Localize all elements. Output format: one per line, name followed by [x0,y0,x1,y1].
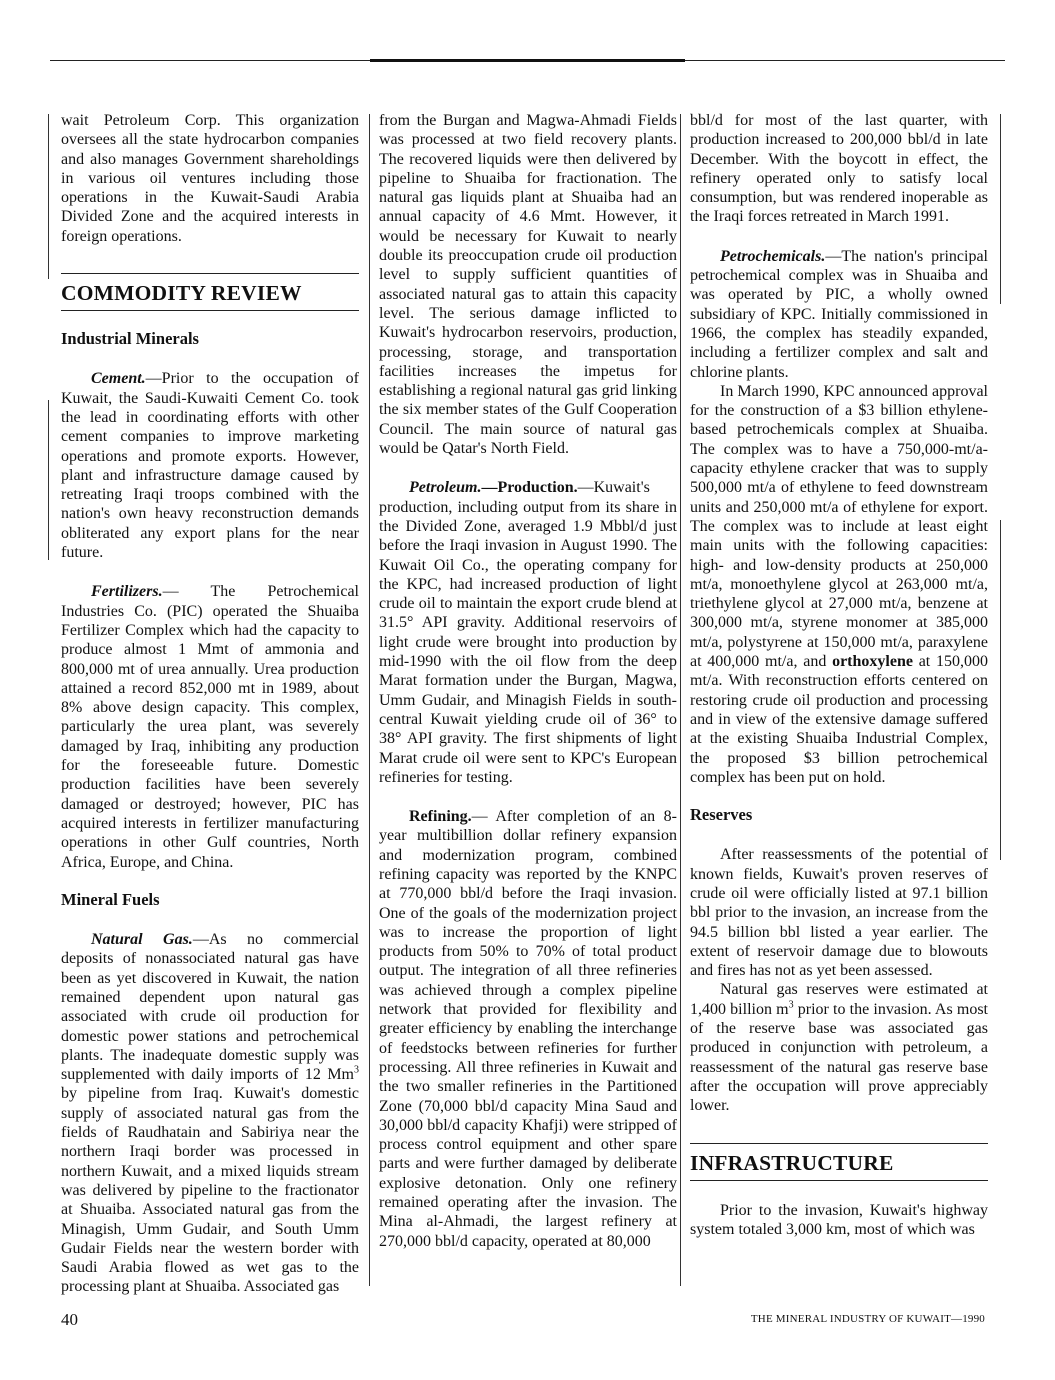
paragraph-petrochemicals [690,247,988,382]
column-3 [690,111,988,1239]
column-rule-3 [680,114,681,1286]
column-2 [379,111,677,1251]
paragraph-infrastructure: Prior to the invasion, Kuwait's highway system totaled 3,000 km, most of which was [690,1201,988,1238]
paragraph-text: — After completion of an 8-year multibillion dollar refinery expansion and modernization program, combined refining capacity was reported by the KNPC at 770,000 bbl/d before the Iraqi invasion. One of the goals of the modernization project was to increase the proportion of light products from 50% to 70% of total product output. The integration of all three refineries was achieved through a complex pipeline network that provided for flexibility and greater efficiency by enabling the interchange of feedstocks between refineries for further processing. All three refineries in Kuwait and the two smaller refineries in the Partitioned Zone (70,000 bbl/d capacity Mina Saud and 30,000 bbl/d capacity Khafji) were stripped of process control equipment and other spare parts and were further damaged by deliberate explosive detonation. Only one refinery remained operating after the invasion. The Mina al-Ahmadi, the largest refinery at 270,000 bbl/d capacity, operated at 80,000 [379,808,677,1250]
superscript: 3 [788,999,794,1011]
paragraph-natural-gas [61,930,359,1297]
subheading-reserves: Reserves [690,805,753,825]
paragraph-march-1990 [690,382,988,787]
paragraph-text: at 150,000 mt/a. With reconstruction efforts centered on restoring crude oil production and processing and in view of the extensive damage suffered at the existing Shuaiba Industrial Complex, the proposed $3 billion petrochemical complex has been put on hold. [690,653,988,786]
running-footer-title: THE MINERAL INDUSTRY OF KUWAIT—1990 [750,1313,985,1325]
section-title-infrastructure: INFRASTRUCTURE [690,1143,988,1181]
column-1 [61,111,359,1297]
paragraph-text: —Kuwait's production, including output from its share in the Divided Zone, averaged 1.9 Mbbl/d just before the Iraqi invasion in August 1990. The Kuwait Oil Co., the operating company for the KPC, had increased production of light crude oil to maintain the export crude blend at 31.5° API gravity. Additional reservoirs of light crude were brought into production by mid-1990 with the oil flow from the deep Marat formation under the Burgan, Magwa, Umm Gudair, and Minagish Fields in south-central Kuwait yielding crude oil of 36° to 38° API gravity. The first shipments of light Marat crude oil were sent to KPC's European refineries for testing. [379,479,677,786]
paragraph-text: —As no commercial deposits of nonassociated natural gas have been as yet discovered in Kuwait, the nation remained dependent upon natural gas associated with crude oil production for domestic power stations and petrochemical plants. The inadequate domestic supply was supplemented with daily imports of 12 Mm [61,931,360,1084]
paragraph-text: —The nation's principal petrochemical complex was in Shuaiba and was operated by PIC, a wholly owned subsidiary of KPC. Initially commissioned in 1966, the complex has steadily expanded, including a fertilizer complex and salt and chlorine plants. [690,247,988,381]
paragraph-fertilizers [61,582,359,871]
run-in-heading-petroleum: Petroleum. [409,479,482,497]
paragraph-petroleum [379,478,677,787]
paragraph-reserves-crude: After reassessments of the potential of known fields, Kuwait's proven reserves of crude oil were officially listed at 97.1 billion bbl prior to the invasion, an increase from the 94.5 billion bbl listed a year earlier. The extent of reservoir damage due to blowouts and fires has not as yet been assessed. [690,846,988,980]
run-in-heading-refining: Refining. [409,808,472,826]
paragraph-reserves-gas [690,980,988,1115]
paragraph-cement [61,369,359,562]
column-rule-right [1000,114,1001,304]
run-in-heading-cement: Cement. [91,370,146,388]
paragraph-refining [379,807,677,1251]
paragraph-text: prior to the invasion. As most of the reserve base was associated gas produced in conjunction with petroleum, a reassessment of the natural gas reserve base after the occupation will prove appreciably lower. [690,1000,988,1115]
paragraph-text: Natural gas reserves were estimated at 1,400 billion m [690,981,988,1018]
run-in-heading-natural-gas: Natural Gas. [91,931,193,949]
bold-term: orthoxylene [832,653,913,671]
header-rule-accent [370,59,685,62]
page-number: 40 [61,1310,78,1329]
section-title-commodity-review: COMMODITY REVIEW [61,273,359,311]
column-rule-right-lower [1000,520,1001,860]
subheading-mineral-fuels: Mineral Fuels [61,889,160,909]
subheading-industrial-minerals: Industrial Minerals [61,329,199,349]
run-in-heading-fertilizers: Fertilizers. [91,583,163,601]
run-in-subheading-production: —Production. [481,479,578,497]
paragraph-text: —Prior to the occupation of Kuwait, the Saudi-Kuwaiti Cement Co. took the lead in coordinating efforts with other cement companies to improve marketing operations and promote exports. However, plant and infrastructure damage caused by retreating Iraqi troops combined with the nation's own heavy reconstruction demands obliterated any export plans for the near future. [61,370,359,562]
superscript: 3 [354,1064,359,1076]
paragraph-text: — The Petrochemical Industries Co. (PIC) operated the Shuaiba Fertilizer Complex which had the capacity to produce almost 1 Mmt of ammonia and 800,000 mt of urea annually. Urea production attained a record 852,000 mt in 1989, about 8% above design capacity. This complex, particularly the urea plant, was severely damaged by Iraq, inhibiting any production for the foreseeable future. Domestic production facilities have been severely damaged or destroyed; however, PIC has acquired interests in fertilizer manufacturing operations in other Gulf countries, North Africa, Europe, and China. [61,583,359,871]
column-rule-left [48,114,49,279]
paragraph: bbl/d for most of the last quarter, with production increased to 200,000 bbl/d in late December. With the boycott in effect, the refinery operated only to satisfy local consumption, but was rendered inoperable as the Iraqi forces retreated in March 1991. [690,112,988,226]
run-in-heading-petrochemicals: Petrochemicals. [720,247,826,265]
column-rule-2 [369,114,370,1286]
paragraph-text: In March 1990, KPC announced approval for the construction of a $3 billion ethylene-based petrochemicals complex at Shuaiba. The complex was to have a 750,000-mt/a-capacity ethylene cracker that was to supply 500,000 mt/a of ethylene to feed downstream units and 250,000 mt/a of ethylene for export. The complex was to include at least eight main units with the following capacities: high- and low-density products at 250,000 mt/a, monoethylene glycol at 263,000 mt/a, triethylene glycol at 27,000 mt/a, benzene at 300,000 mt/a, styrene monomer at 385,000 mt/a, polystyrene at 150,000 mt/a, paraxylene at 400,000 mt/a, and [690,382,988,671]
paragraph-text: by pipeline from Iraq. Kuwait's domestic supply of associated natural gas from the fields of Raudhatain and Sabiriya near the northern Iraqi border was processed in northern Kuwait, and a mixed liquids stream was delivered by pipeline to the fractionator at Shuaiba. Associated natural gas from the Minagish, Umm Gudair, and South Umm Gudair Fields near the western border with Saudi Arabia flowed as wet gas to the processing plant at Shuaiba. Associated gas [61,1085,359,1296]
paragraph: from the Burgan and Magwa-Ahmadi Fields was processed at two field recovery plants. The recovered liquids were then delivered by pipeline to Shuaiba for fractionation. The natural gas liquids plant at Shuaiba had an annual capacity of 4.6 Mmt. However, it would be necessary for Kuwait to nearly double its preoccupation crude oil production level to supply sufficient quantities of associated natural gas to attain this capacity level. The serious damage inflicted to Kuwait's hydrocarbon reservoirs, production, processing, storage, and transportation facilities increases the impetus for establishing a regional natural gas grid linking the six member states of the Gulf Cooperation Council. The main source of natural gas would be Qatar's North Field. [379,112,677,458]
paragraph: wait Petroleum Corp. This organization oversees all the state hydrocarbon companies and also manages Government shareholdings in various oil ventures including those operations in the Kuwait-Saudi Arabia Divided Zone and the acquired interests in foreign operations. [61,112,359,245]
column-rule-left-lower [48,400,49,560]
